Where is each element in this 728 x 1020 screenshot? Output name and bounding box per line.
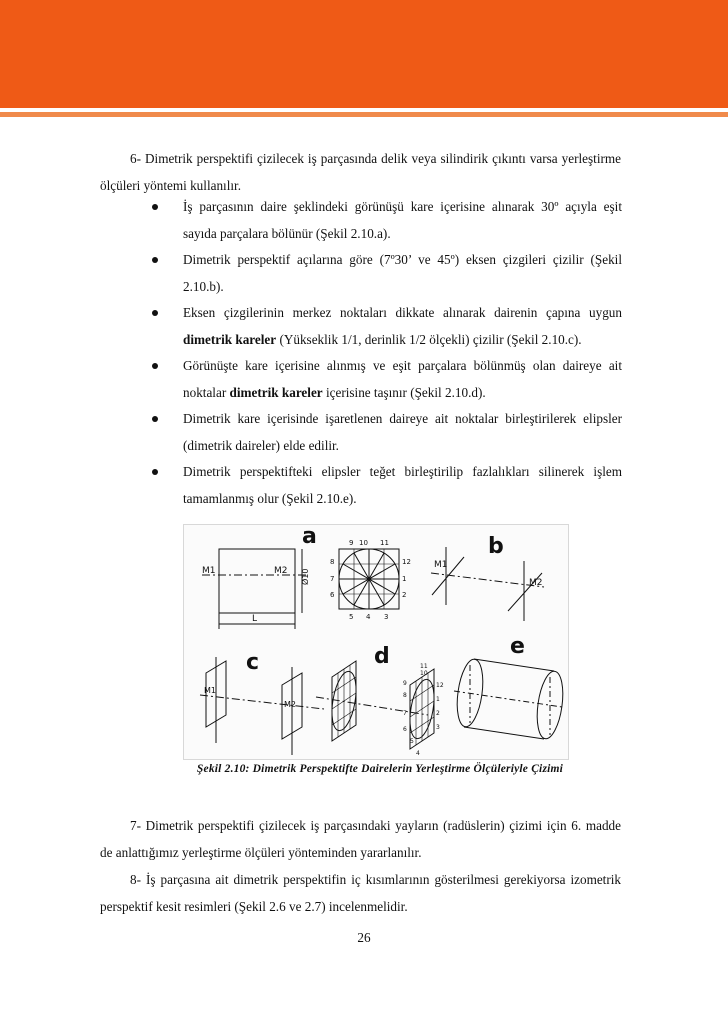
pt-a-6: 6 [330, 591, 335, 599]
bullet-item-4 [152, 353, 622, 406]
pt-a-2: 2 [402, 591, 407, 599]
figure-drawing [184, 525, 570, 761]
bullet-icon [152, 310, 158, 316]
bullet-icon [152, 469, 158, 475]
header-rule [0, 112, 728, 117]
panel-d-transfer [316, 661, 444, 757]
pt-a-5: 5 [349, 613, 354, 621]
panel-label-b: b [488, 534, 504, 559]
pt-d-5: 5 [410, 738, 414, 745]
pt-a-3: 3 [384, 613, 389, 621]
bullet-icon [152, 204, 158, 210]
pt-a-12: 12 [402, 558, 411, 566]
pt-d-9: 9 [403, 680, 407, 687]
pt-d-10: 10 [420, 670, 428, 677]
bullet-text-4a: Görünüşte kare içerisine alınmış ve eşit parçalara bölünmüş olan daireye ait noktalar [183, 358, 622, 400]
panel-e-cylinder [453, 658, 566, 741]
panel-label-d: d [374, 644, 390, 669]
label-m2-c: M2 [284, 700, 296, 709]
pt-d-8: 8 [403, 692, 407, 699]
bullet-text-1: İş parçasının daire şeklindeki görünüşü kare içerisine alınarak 30º açıyla eşit sayıda parçalara bölünür (Şekil 2.10.a). [183, 199, 622, 241]
pt-a-9: 9 [349, 539, 354, 547]
bullet-text-5: Dimetrik kare içerisinde işaretlenen daireye ait noktalar birleştirilerek elipsler (dimetrik daireler) elde edilir. [183, 411, 622, 453]
paragraph-8: 8- İş parçasına ait dimetrik perspektifin iç kısımlarının gösterilmesi gerekiyorsa izometrik perspektif kesit resimleri (Şekil 2.6 ve 2.7) incelenmelidir. [100, 872, 621, 914]
pt-a-1: 1 [402, 575, 407, 583]
panel-label-e: e [510, 634, 525, 659]
pt-a-4: 4 [366, 613, 371, 621]
pt-d-4: 4 [416, 750, 420, 757]
pt-d-2: 2 [436, 710, 440, 717]
pt-a-7: 7 [330, 575, 335, 583]
paragraph-6: 6- Dimetrik perspektifi çizilecek iş parçasında delik veya silindirik çıkıntı varsa yerleştirme ölçüleri yöntemi kullanılır. [100, 151, 621, 193]
panel-a-circle-grid [330, 539, 411, 621]
bullet-text-6: Dimetrik perspektifteki elipsler teğet birleştirilip fazlalıkları silinerek işlem tamamlanmış olur (Şekil 2.10.e). [183, 464, 622, 506]
label-m2-a: M2 [274, 566, 288, 576]
bullet-text-2: Dimetrik perspektif açılarına göre (7º30’ ve 45º) eksen çizgileri çizilir (Şekil 2.10.b). [183, 252, 622, 294]
bullet-item-2 [152, 247, 622, 300]
bullet-bold-4: dimetrik kareler [229, 384, 323, 400]
label-m2-b: M2 [529, 578, 543, 588]
panel-a-front-view [202, 549, 310, 629]
bullet-text-3a: Eksen çizgilerinin merkez noktaları dikkate alınarak dairenin çapına uygun [183, 305, 622, 320]
figure-2-10 [183, 524, 569, 760]
pt-a-8: 8 [330, 558, 335, 566]
pt-d-7: 7 [403, 710, 407, 717]
pt-a-10: 10 [359, 539, 368, 547]
bullet-text-3b: (Yükseklik 1/1, derinlik 1/2 ölçekli) çizilir (Şekil 2.10.c). [276, 331, 582, 347]
label-m1-a: M1 [202, 566, 216, 576]
figure-caption: Şekil 2.10: Dimetrik Perspektifte Dairelerin Yerleştirme Ölçüleriyle Çizimi [196, 763, 564, 775]
label-diameter: Ø10 [301, 568, 310, 585]
pt-d-3: 3 [436, 724, 440, 731]
bullet-bold-3: dimetrik kareler [183, 331, 277, 347]
bullet-item-3 [152, 300, 622, 353]
bullet-item-1 [152, 194, 622, 247]
pt-a-11: 11 [380, 539, 389, 547]
pt-d-6: 6 [403, 726, 407, 733]
bullet-text-4b: içerisine taşınır (Şekil 2.10.d). [322, 384, 486, 400]
bullet-icon [152, 363, 158, 369]
label-m1-c: M1 [204, 686, 216, 695]
panel-label-a: a [302, 525, 317, 549]
pt-d-11: 11 [420, 663, 428, 670]
bullet-icon [152, 257, 158, 263]
bullet-icon [152, 416, 158, 422]
bullet-list [152, 194, 622, 512]
bullet-item-6 [152, 459, 622, 512]
label-length: L [252, 614, 258, 624]
page-number: 26 [357, 930, 371, 945]
bullet-item-5 [152, 406, 622, 459]
paragraph-7: 7- Dimetrik perspektifi çizilecek iş parçasındaki yayların (radüslerin) çizimi için 6. madde de anlattığımız yerleştirme ölçüleri yönteminden yararlanılır. [100, 818, 621, 860]
label-m1-b: M1 [434, 560, 448, 570]
pt-d-12: 12 [436, 682, 444, 689]
panel-label-c: c [246, 650, 260, 675]
pt-d-1: 1 [436, 696, 440, 703]
header-band [0, 0, 728, 108]
panel-c-dimetric-squares [200, 657, 324, 755]
